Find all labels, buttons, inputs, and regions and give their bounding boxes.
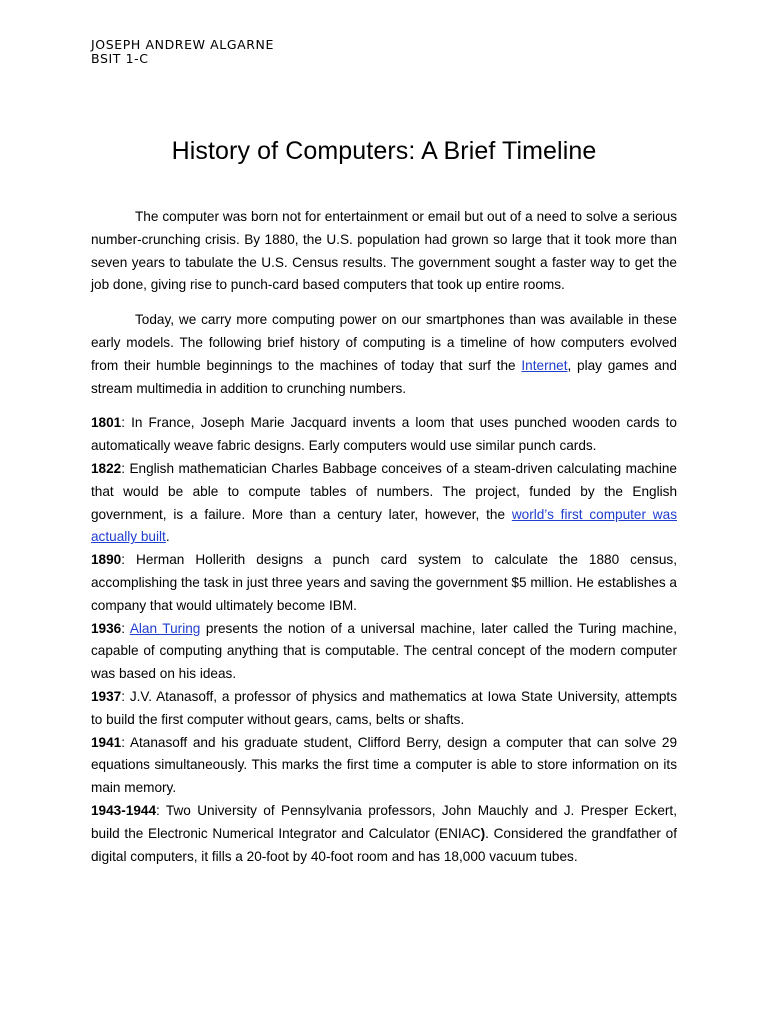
timeline-list	[91, 412, 677, 868]
timeline-entry-1937	[91, 686, 677, 732]
author-block	[91, 38, 677, 66]
timeline-entry-1943-1944	[91, 800, 677, 868]
timeline-year: 1890	[91, 552, 122, 568]
timeline-text-before: :	[121, 620, 130, 636]
timeline-text-after: . Considered the grandfather of digital computers, it fills a 20-foot by 40-foot room and has 18,000 vacuum tubes.	[91, 825, 677, 864]
intro-paragraph-1: The computer was born not for entertainment or email but out of a need to solve a serious number-crunching crisis. By 1880, the U.S. population had grown so large that it took more than seven years to tabulate the U.S. Census results. The government sought a faster way to get the job done, giving rise to punch-card based computers that took up entire rooms.	[91, 209, 677, 293]
timeline-text: : J.V. Atanasoff, a professor of physics and mathematics at Iowa State University, attempts to build the first computer without gears, cams, belts or shafts.	[91, 688, 677, 727]
course-section: BSIT 1-C	[91, 51, 149, 66]
timeline-text: : Herman Hollerith designs a punch card system to calculate the 1880 census, accomplishing the task in just three years and saving the government $5 million. He establishes a company that would ultimately become IBM.	[91, 552, 677, 613]
timeline-entry-1890	[91, 549, 677, 617]
timeline-text: : Atanasoff and his graduate student, Clifford Berry, design a computer that can solve 29 equations simultaneously. This marks the first time a computer is able to store information on its main memory.	[91, 734, 677, 796]
timeline-text: : In France, Joseph Marie Jacquard invents a loom that uses punched wooden cards to automatically weave fabric designs. Early computers would use similar punch cards.	[91, 415, 677, 454]
document-page	[91, 38, 677, 868]
timeline-entry-1822	[91, 458, 677, 549]
alan-turing-link[interactable]: Alan Turing	[129, 620, 201, 636]
intro-p2-text-after: , play games and stream multimedia in addition to crunching numbers.	[91, 357, 677, 396]
timeline-entry-1936	[91, 618, 677, 686]
timeline-text-after: presents the notion of a universal machine, later called the Turing machine, capable of computing anything that is computable. The central concept of the modern computer was based on his ideas.	[91, 620, 678, 682]
first-computer-link[interactable]: world’s first computer was actually built	[91, 506, 677, 545]
author-name: JOSEPH ANDREW ALGARNE	[91, 37, 274, 52]
timeline-year: 1937	[91, 688, 122, 704]
document-title: History of Computers: A Brief Timeline	[171, 137, 597, 165]
intro-paragraph-2	[91, 309, 677, 400]
timeline-year: 1943-1944	[91, 802, 157, 818]
timeline-text-before: : English mathematician Charles Babbage conceives of a steam-driven calculating machine that would be able to compute tables of numbers. The project, funded by the English government, is a failure. More than a century later, however, the	[91, 460, 677, 522]
internet-link[interactable]: Internet	[521, 357, 568, 373]
timeline-entry-1801	[91, 412, 677, 458]
intro-p2-text-before: Today, we carry more computing power on our smartphones than was available in these early models. The following brief history of computing is a timeline of how computers evolved from their humble beginnings to the machines of today that surf the	[91, 312, 677, 373]
timeline-year: 1822	[91, 460, 122, 476]
timeline-text-after: .	[165, 529, 170, 545]
timeline-year: 1801	[91, 415, 122, 431]
timeline-text-before: : Two University of Pennsylvania professors, John Mauchly and J. Presper Eckert, build the Electronic Numerical Integrator and Calculator (ENIAC	[91, 802, 677, 841]
timeline-year: 1936	[91, 620, 122, 636]
timeline-year: 1941	[91, 734, 122, 750]
timeline-bold-paren: )	[480, 825, 486, 841]
timeline-entry-1941	[91, 732, 677, 800]
